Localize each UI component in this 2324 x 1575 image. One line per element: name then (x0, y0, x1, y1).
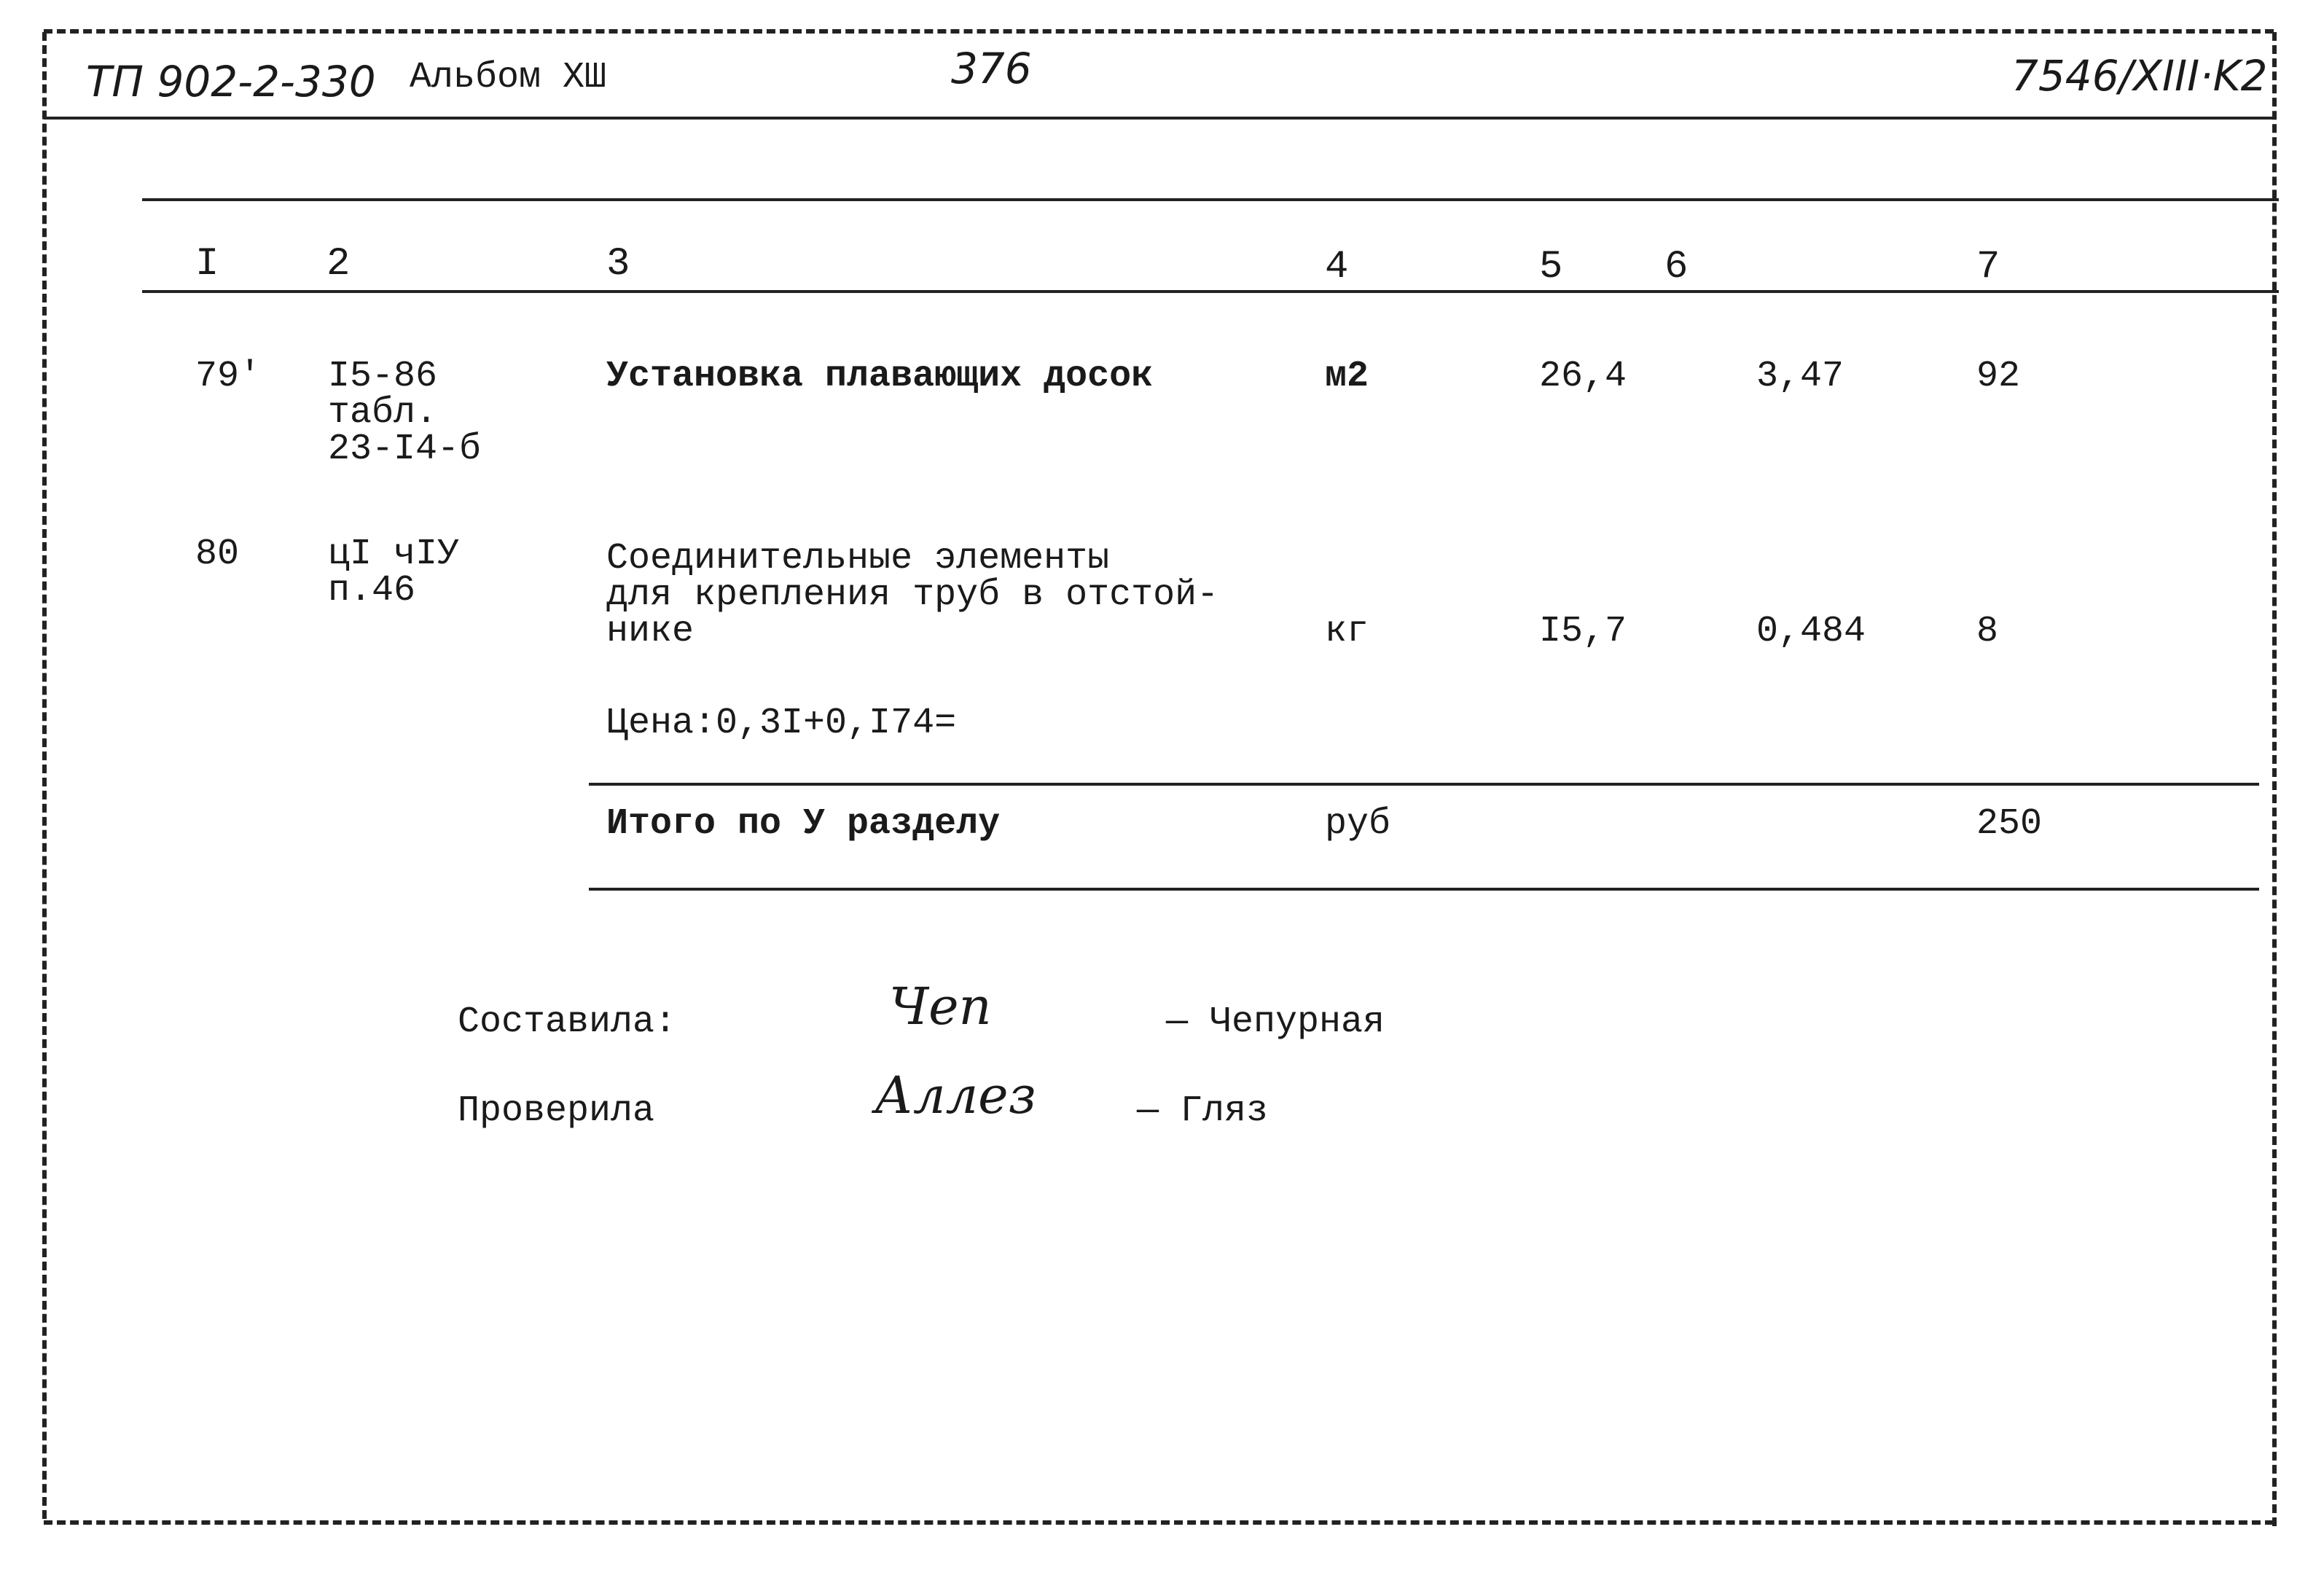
summary-total: 250 (1976, 803, 2043, 845)
column-number-5: 5 (1539, 245, 1563, 289)
row-number: 80 (195, 534, 240, 575)
total-cost: 92 (1976, 356, 2021, 397)
summary-bottom-rule (589, 888, 2259, 891)
compiled-by-label: Составила: (458, 1001, 677, 1043)
checked-by-label: Проверила (458, 1090, 655, 1132)
unit-price: 0,484 (1756, 611, 1866, 652)
total-cost: 8 (1976, 611, 1999, 652)
work-description: Соединительные элементы (606, 538, 1110, 579)
compiled-by-signature: Чеп (889, 977, 992, 1036)
quantity: 26,4 (1539, 356, 1627, 397)
column-number-2: 2 (326, 242, 351, 286)
summary-unit: руб (1325, 803, 1391, 845)
unit-price: 3,47 (1756, 356, 1844, 397)
frame-left-border (42, 32, 47, 1519)
summary-label: Итого по У разделу (606, 803, 1001, 845)
norm-code-line: 23-I4-б (328, 429, 482, 470)
frame-bottom-border (44, 1520, 2274, 1525)
norm-code-line: табл. (328, 392, 438, 434)
document-code: ТП 902-2-330 (86, 57, 376, 106)
work-description: нике (606, 611, 695, 652)
price-note: Цена:0,3I+0,I74= (606, 703, 957, 744)
norm-code-line: п.46 (328, 570, 416, 611)
album-label: Альбом XШ (410, 57, 607, 98)
checked-by-name: — Гляз (1137, 1090, 1269, 1132)
table-top-rule (142, 198, 2279, 201)
frame-top-border (44, 29, 2274, 34)
column-header-rule (142, 290, 2279, 293)
frame-right-border (2272, 32, 2277, 1526)
column-number-6: 6 (1664, 245, 1689, 289)
column-number-4: 4 (1325, 245, 1349, 289)
column-number-7: 7 (1976, 245, 2000, 289)
column-number-1: I (195, 242, 219, 286)
quantity: I5,7 (1539, 611, 1627, 652)
column-number-3: 3 (606, 242, 630, 286)
checked-by-signature: Аллез (875, 1066, 1036, 1125)
compiled-by-name: — Чепурная (1166, 1001, 1385, 1043)
row-number: 79' (195, 356, 262, 397)
unit: м2 (1325, 356, 1369, 397)
work-description: Установка плавающих досок (606, 356, 1154, 397)
norm-code-line: цI чIУ (328, 534, 460, 575)
work-description: для крепления труб в отстой- (606, 574, 1219, 616)
inventory-number: 7546/XIII·K2 (2011, 51, 2268, 101)
summary-top-rule (589, 783, 2259, 786)
header-separator (44, 117, 2275, 120)
unit: кг (1325, 611, 1369, 652)
norm-code-line: I5-86 (328, 356, 438, 397)
page-number: 376 (951, 44, 1032, 93)
